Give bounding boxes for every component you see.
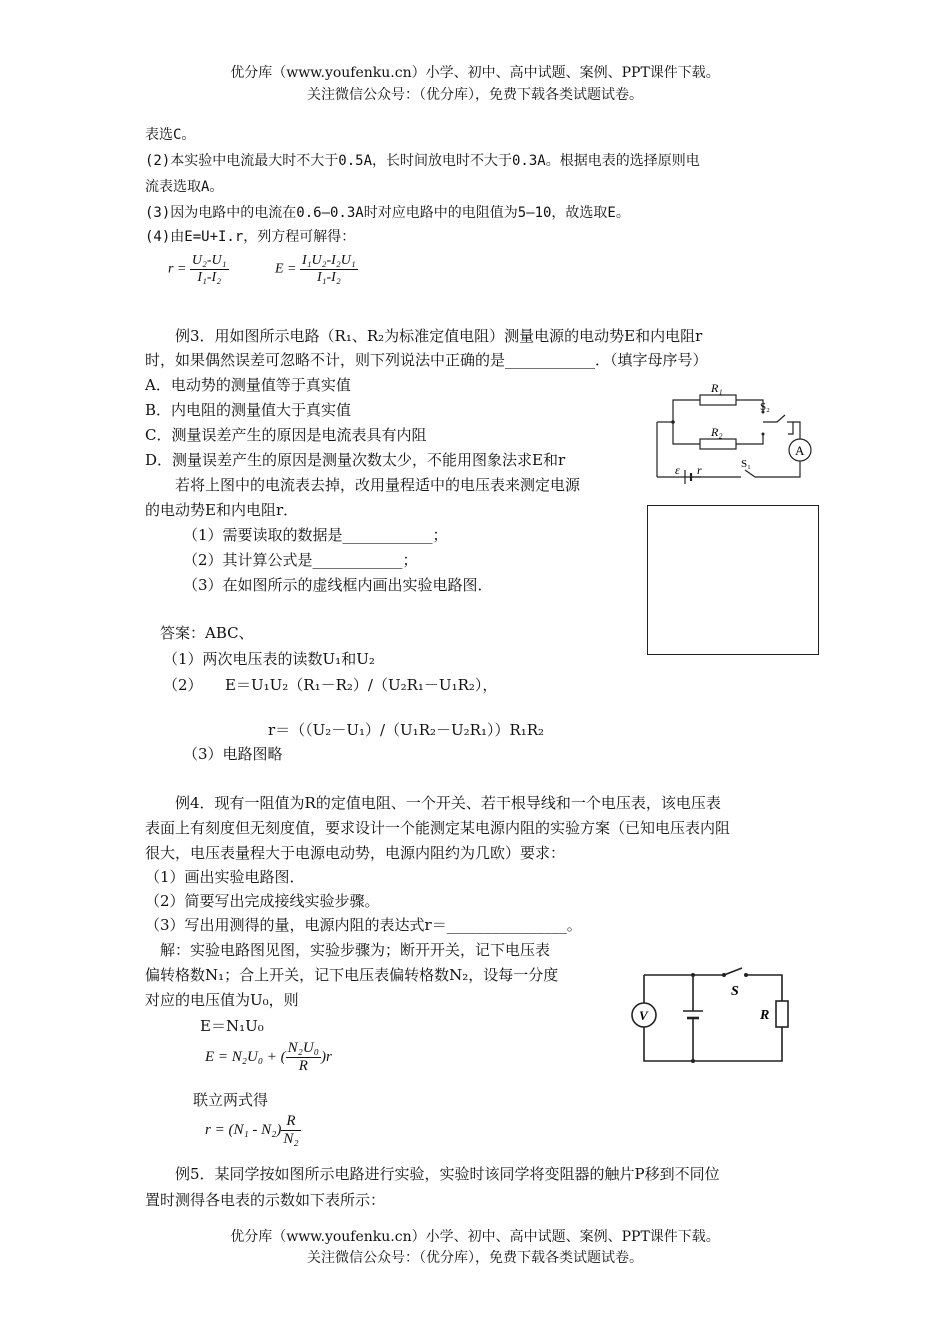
resistor-label: R [760, 1008, 770, 1023]
eq2-lhs: E = N₂U₀ + ( [205, 1049, 286, 1065]
ex4-solution-1: 解：实验电路图见图，实验步骤为；断开开关，记下电压表 [160, 941, 551, 959]
formula-r-lhs: r = [168, 261, 187, 277]
top-line-3: 流表选取A。 [145, 179, 224, 195]
top-line-4: (3)因为电路中的电流在0.6—0.3A时对应电路中的电阻值为5—10，故选取E。 [145, 205, 630, 221]
ex3-question-3: （3）在如图所示的虚线框内画出实验电路图． [183, 576, 493, 594]
ex3-option-c: C．测量误差产生的原因是电流表具有内阻 [145, 426, 427, 444]
label-internal-r: r [697, 463, 702, 477]
ex4-equation-2 [205, 1040, 332, 1075]
eq3-lhs: r = (N₁ - N₂) [205, 1122, 282, 1138]
top-line-5: (4)由E=U+I.r，列方程可解得： [145, 229, 356, 245]
formula-r-numerator: U₂-U₁ [191, 253, 227, 268]
ex4-line-1: 例4．现有一阻值为R的定值电阻、一个开关、若干根导线和一个电压表，该电压表 [175, 794, 721, 812]
top-line-2: (2)本实验中电流最大时不大于0.5A，长时间放电时不大于0.3A。根据电表的选择原则电 [145, 153, 700, 169]
ex4-solution-4: 联立两式得 [193, 1091, 269, 1109]
ex5-line-1: 例5．某同学按如图所示电路进行实验，实验时该同学将变阻器的触片P移到不同位 [175, 1165, 720, 1183]
eq3-numerator: R [281, 1113, 300, 1131]
ex3-line-1: 例3．用如图所示电路（R₁、R₂为标准定值电阻）测量电源的电动势E和内电阻r [175, 327, 703, 345]
ex3-option-a: A．电动势的测量值等于真实值 [145, 376, 351, 394]
switch-label: S [731, 984, 739, 999]
ex3-answer: 答案：ABC、 [160, 624, 254, 642]
formula-e [275, 253, 358, 286]
eq2-rhs: )r [320, 1049, 332, 1065]
label-s2: S₂ [760, 401, 770, 413]
ex4-question-1: （1）画出实验电路图． [145, 868, 305, 886]
ex3-answer-4: （3）电路图略 [183, 745, 283, 763]
ex4-solution-2: 偏转格数N₁；合上开关，记下电压表偏转格数N₂，设每一分度 [145, 966, 559, 984]
label-r2: R₂ [711, 425, 723, 439]
ex3-option-b: B．内电阻的测量值大于真实值 [145, 401, 352, 419]
ex3-question-2: （2）其计算公式是____________； [183, 551, 418, 569]
header-line-2: 关注微信公众号：（优分库），免费下载各类试题试卷。 [307, 87, 643, 103]
ex4-solution-3: 对应的电压值为U₀，则 [145, 991, 299, 1009]
ex3-answer-1: （1）两次电压表的读数U₁和U₂ [163, 650, 375, 668]
label-r1: R₁ [711, 382, 723, 395]
voltmeter-label: V [639, 1008, 648, 1023]
formula-e-numerator: I₁U₂-I₂U₁ [302, 253, 356, 268]
formula-r [168, 253, 229, 286]
ex4-circuit-diagram [628, 965, 793, 1065]
top-line-1: 表选C。 [145, 127, 196, 143]
ex4-equation-3 [205, 1113, 301, 1148]
ex4-line-2: 表面上有刻度但无刻度值，要求设计一个能测定某电源内阻的实验方案（已知电压表内阻 [145, 819, 731, 837]
ex4-line-3: 很大，电压表量程大于电源电动势，电源内阻约为几欧）要求： [145, 844, 566, 862]
eq2-numerator: N₂U₀ [287, 1040, 319, 1056]
label-s1: S₁ [741, 458, 751, 470]
header-line-1: 优分库（www.youfenku.cn）小学、初中、高中试题、案例、PPT课件下载。 [230, 65, 720, 81]
formula-r-denominator: I₁-I₂ [197, 270, 222, 285]
ammeter-label: A [795, 443, 805, 458]
formula-e-denominator: I₁-I₂ [316, 270, 341, 285]
ex3-answer-3: r＝（（U₂－U₁）/（U₁R₂－U₂R₁））R₁R₂ [268, 721, 545, 739]
footer-line-2: 关注微信公众号：（优分库），免费下载各类试题试卷。 [307, 1250, 643, 1266]
formula-e-lhs: E = [275, 261, 297, 277]
ex3-circuit-diagram [645, 382, 820, 492]
ex3-line-4: 的电动势E和内电阻r． [145, 501, 299, 519]
ex3-question-1: （1）需要读取的数据是____________； [183, 526, 448, 544]
ex3-line-3: 若将上图中的电流表去掉，改用量程适中的电压表来测定电源 [175, 476, 581, 494]
ex4-equation-1: E＝N₁U₀ [200, 1017, 264, 1035]
ex3-line-2: 时，如果偶然误差可忽略不计，则下列说法中正确的是____________．（填字母序号） [145, 351, 708, 369]
label-emf: ε [675, 463, 680, 477]
ex5-line-2: 置时测得各电表的示数如下表所示： [145, 1191, 386, 1209]
eq3-denominator: N₂ [283, 1131, 299, 1147]
ex3-answer-2: （2） E＝U₁U₂（R₁－R₂）/（U₂R₁－U₁R₂）， [163, 676, 498, 694]
footer-line-1: 优分库（www.youfenku.cn）小学、初中、高中试题、案例、PPT课件下载。 [230, 1229, 720, 1245]
ex3-option-d: D．测量误差产生的原因是测量次数太少，不能用图象法求E和r [145, 451, 566, 469]
ex4-question-3: （3）写出用测得的量，电源内阻的表达式r＝________________。 [145, 916, 582, 934]
ex4-question-2: （2）简要写出完成接线实验步骤。 [145, 892, 380, 910]
answer-drawing-box [647, 505, 819, 655]
eq2-denominator: R [298, 1058, 308, 1074]
